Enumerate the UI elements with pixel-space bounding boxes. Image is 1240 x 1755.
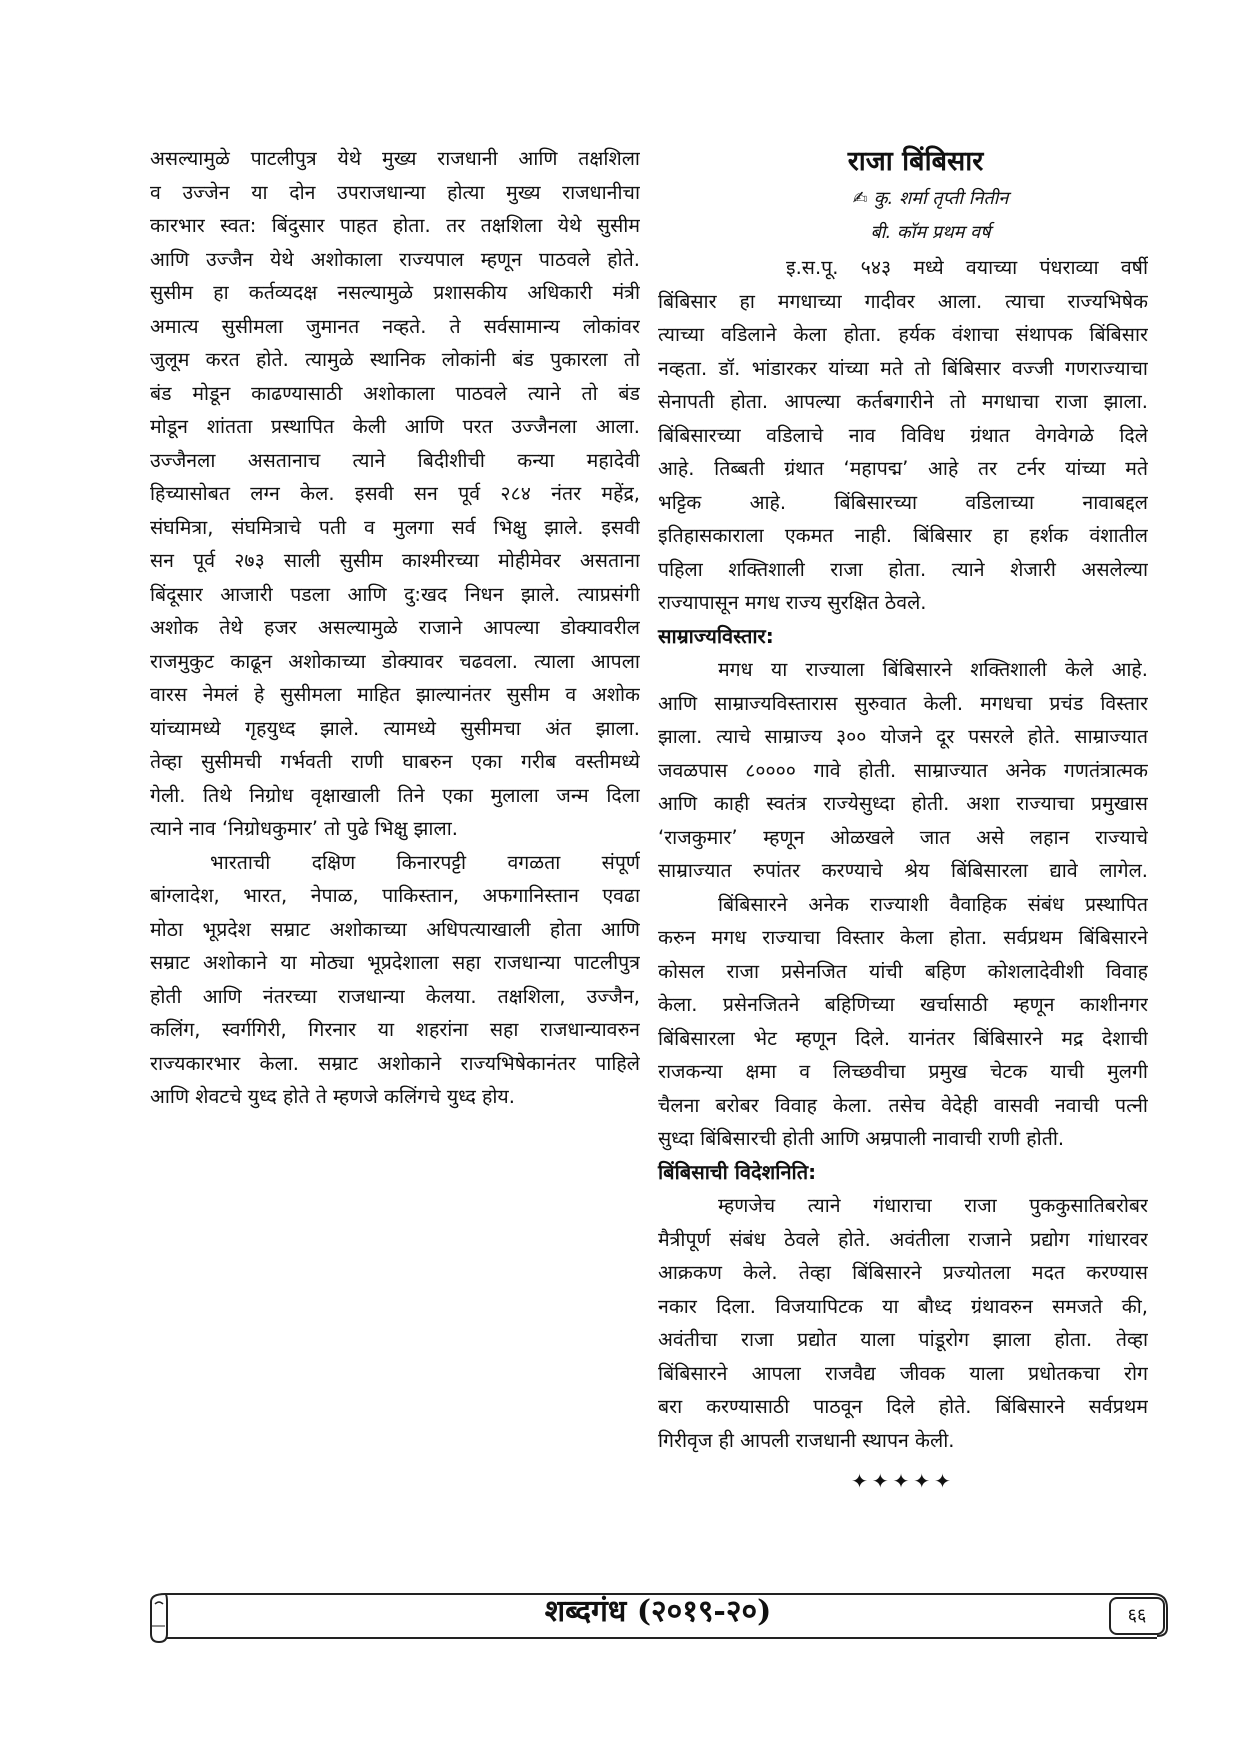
text-line: वारस नेमलं हे सुसीमला माहित झाल्यानंतर सुसीम व अशोक: [150, 683, 640, 706]
text-line: पहिला शक्तिशाली राजा होता. त्याने शेजारी असलेल्या: [658, 557, 1148, 581]
text-line: मोठा भूप्रदेश सम्राट अशोकाच्या अधिपत्याखाली होता आणि: [150, 917, 640, 941]
right-column: [658, 142, 1148, 1497]
text-line: गेली. तिथे निग्रोध वृक्षाखाली तिने एका मुलाला जन्म दिला: [150, 783, 640, 807]
text-line: जुलूम करत होते. त्यामुळे स्थानिक लोकांनी बंड पुकारला तो: [150, 348, 640, 371]
expansion-section: [658, 653, 1148, 1156]
author-line: [713, 182, 1148, 215]
text-line: आणि शेवटचे युध्द होते ते म्हणजे कलिंगचे युध्द होय.: [150, 1085, 515, 1108]
text-line: बिंदूसार आजारी पडला आणि दु:खद निधन झाले. त्याप्रसंगी: [150, 582, 640, 606]
text-line: आणि उज्जैन येथे अशोकाला राज्यपाल म्हणून पाठवले होते.: [150, 247, 640, 271]
text-line: असल्यामुळे पाटलीपुत्र येथे मुख्य राजधानी आणि तक्षशिला: [150, 147, 640, 170]
section-heading-foreign-policy: बिंबिसाची विदेशनिति:: [658, 1159, 817, 1184]
text-line: आक्रकण केले. तेव्हा बिंबिसारने प्रज्योतला मदत करण्यास: [658, 1261, 1148, 1284]
text-line: बिंबिसारच्या वडिलाचे नाव विविध ग्रंथात वेगवेगळे दिले: [658, 423, 1148, 447]
text-line: आहे. तिब्बती ग्रंथात ‘महापद्म’ आहे तर टर्नर यांच्या मते: [658, 457, 1148, 480]
text-line: नकार दिला. विजयापिटक या बौध्द ग्रंथावरुन समजते की,: [658, 1294, 1148, 1318]
text-line: हिच्यासोबत लग्न केल. इसवी सन पूर्व २८४ नंतर महेंद्र,: [150, 482, 640, 505]
foreign-policy-section: [658, 1189, 1148, 1457]
text-line: उज्जैनला असतानाच त्याने बिदीशीची कन्या महादेवी: [150, 448, 640, 472]
text-line: यांच्यामध्ये गृहयुध्द झाले. त्यामध्ये सुसीमचा अंत झाला.: [150, 716, 640, 740]
text-line: इ.स.पू. ५४३ मध्ये वयाच्या पंधराव्या वर्षी: [786, 256, 1148, 279]
text-line: झाला. त्याचे साम्राज्य ३०० योजने दूर पसरले होते. साम्राज्यात: [658, 725, 1148, 748]
article-title: राजा बिंबिसार: [847, 146, 984, 177]
text-line: मोडून शांतता प्रस्थापित केली आणि परत उज्जैनला आला.: [150, 415, 640, 438]
section-heading-expansion: साम्राज्यविस्तार:: [658, 623, 774, 648]
text-line: मैत्रीपूर्ण संबंध ठेवले होते. अवंतीला राजाने प्रद्योग गांधारवर: [658, 1227, 1148, 1251]
text-line: संघमित्रा, संघमित्राचे पती व मुलगा सर्व भिक्षु झाले. इसवी: [150, 515, 640, 539]
text-line: कारभार स्वत: बिंदुसार पाहत होता. तर तक्षशिला येथे सुसीम: [150, 214, 640, 237]
text-line: राज्यापासून मगध राज्य सुरक्षित ठेवले.: [658, 591, 927, 614]
text-line: सन पूर्व २७३ साली सुसीम काश्मीरच्या मोहीमेवर असताना: [150, 549, 640, 572]
text-line: राज्यकारभार केला. सम्राट अशोकाने राज्यभिषेकानंतर पाहिले: [150, 1051, 640, 1075]
text-line: साम्राज्यात रुपांतर करण्याचे श्रेय बिंबिसारला द्यावे लागेल.: [658, 859, 1148, 882]
text-line: बंड मोडून काढण्यासाठी अशोकाला पाठवले त्याने तो बंड: [150, 381, 640, 405]
text-line: करुन मगध राज्याचा विस्तार केला होता. सर्वप्रथम बिंबिसारने: [658, 926, 1148, 949]
pen-icon: ✍: [852, 188, 868, 209]
text-line: त्याने नाव ‘निग्रोधकुमार’ तो पुढे भिक्षु झाला.: [150, 817, 458, 840]
author-class: बी. कॉम प्रथम वर्ष: [870, 222, 991, 243]
text-line: जवळपास ८०००० गावे होती. साम्राज्यात अनेक गणतंत्रात्मक: [658, 758, 1148, 782]
text-line: बिंबिसारला भेट म्हणून दिले. यानंतर बिंबिसारने मद्र देशाची: [658, 1026, 1148, 1050]
text-line: गिरीवृज ही आपली राजधानी स्थापन केली.: [658, 1428, 955, 1452]
text-line: ‘राजकुमार’ म्हणून ओळखले जात असे लहान राज्याचे: [658, 825, 1148, 849]
end-ornament: ✦✦✦✦✦: [851, 1469, 955, 1493]
text-line: सेनापती होता. आपल्या कर्तबगारीने तो मगधाचा राजा झाला.: [658, 390, 1148, 413]
text-line: अमात्य सुसीमला जुमानत नव्हते. ते सर्वसामान्य लोकांवर: [150, 314, 640, 338]
author-name: कु. शर्मा तृप्ती नितीन: [873, 188, 1009, 209]
magazine-title: शब्दगंध (२०१९-२०): [544, 1594, 772, 1629]
text-line: राजकन्या क्षमा व लिच्छवीचा प्रमुख चेटक याची मुलगी: [658, 1060, 1148, 1083]
text-line: इतिहासकाराला एकमत नाही. बिंबिसार हा हर्शक वंशातील: [658, 524, 1148, 547]
text-line: म्हणजेच त्याने गंधाराचा राजा पुककुसातिबरोबर: [718, 1194, 1148, 1217]
text-line: चैलना बरोबर विवाह केला. तसेच वेदेही वासवी नवाची पत्नी: [658, 1093, 1148, 1117]
text-line: बांग्लादेश, भारत, नेपाळ, पाकिस्तान, अफगानिस्तान एवढा: [150, 884, 640, 907]
text-line: सुसीम हा कर्तव्यदक्ष नसल्यामुळे प्रशासकीय अधिकारी मंत्री: [150, 281, 640, 304]
footer-banner: [143, 1588, 1173, 1644]
text-line: कोसल राजा प्रसेनजित यांची बहिण कोशलादेवीशी विवाह: [658, 959, 1148, 983]
text-line: बिंबिसार हा मगधाच्या गादीवर आला. त्याचा राज्यभिषेक: [658, 289, 1148, 313]
text-line: आणि काही स्वतंत्र राज्येसुध्दा होती. अशा राज्याचा प्रमुखास: [658, 792, 1148, 815]
text-line: सुध्दा बिंबिसारची होती आणि अम्रपाली नावाची राणी होती.: [658, 1127, 1065, 1150]
text-line: अशोक तेथे हजर असल्यामुळे राजाने आपल्या डोक्यावरील: [150, 616, 640, 639]
text-line: बिंबिसारने अनेक राज्याशी वैवाहिक संबंध प्रस्थापित: [718, 892, 1148, 916]
text-line: बरा करण्यासाठी पाठवून दिले होते. बिंबिसारने सर्वप्रथम: [658, 1395, 1148, 1418]
text-line: भट्टिक आहे. बिंबिसारच्या वडिलाच्या नावाबद्दल: [658, 490, 1148, 514]
text-line: भारताची दक्षिण किनारपट्टी वगळता संपूर्ण: [210, 850, 640, 874]
text-line: अवंतीचा राजा प्रद्योत याला पांडूरोग झाला होता. तेव्हा: [658, 1328, 1148, 1351]
text-line: नव्हता. डॉ. भांडारकर यांच्या मते तो बिंबिसार वज्जी गणराज्याचा: [658, 356, 1148, 380]
text-line: कलिंग, स्वर्गगिरी, गिरनार या शहरांना सहा राजधान्यावरुन: [150, 1018, 640, 1041]
text-line: बिंबिसारने आपला राजवैद्य जीवक याला प्रधोतकचा रोग: [658, 1361, 1148, 1385]
text-line: तेव्हा सुसीमची गर्भवती राणी घाबरुन एका गरीब वस्तीमध्ये: [150, 750, 640, 773]
text-line: सम्राट अशोकाने या मोठ्या भूप्रदेशाला सहा राजधान्या पाटलीपुत्र: [150, 951, 640, 974]
left-column: [150, 142, 640, 1114]
text-line: केला. प्रसेनजितने बहिणिच्या खर्चासाठी म्हणून काशीनगर: [658, 993, 1148, 1016]
text-line: व उज्जेन या दोन उपराजधान्या होत्या मुख्य राजधानीचा: [150, 180, 640, 204]
text-line: मगध या राज्याला बिंबिसारने शक्तिशाली केले आहे.: [718, 658, 1148, 681]
page-number: ६६: [1109, 1597, 1165, 1635]
text-line: होती आणि नंतरच्या राजधान्या केलया. तक्षशिला, उज्जैन,: [150, 984, 640, 1008]
intro-paragraph: [658, 251, 1148, 620]
text-line: राजमुकुट काढून अशोकाच्या डोक्यावर चढवला. त्याला आपला: [150, 649, 640, 673]
text-line: आणि साम्राज्यविस्तारास सुरुवात केली. मगधचा प्रचंड विस्तार: [658, 691, 1148, 715]
text-line: त्याच्या वडिलाने केला होता. हर्यक वंशाचा संथापक बिंबिसार: [658, 323, 1148, 346]
